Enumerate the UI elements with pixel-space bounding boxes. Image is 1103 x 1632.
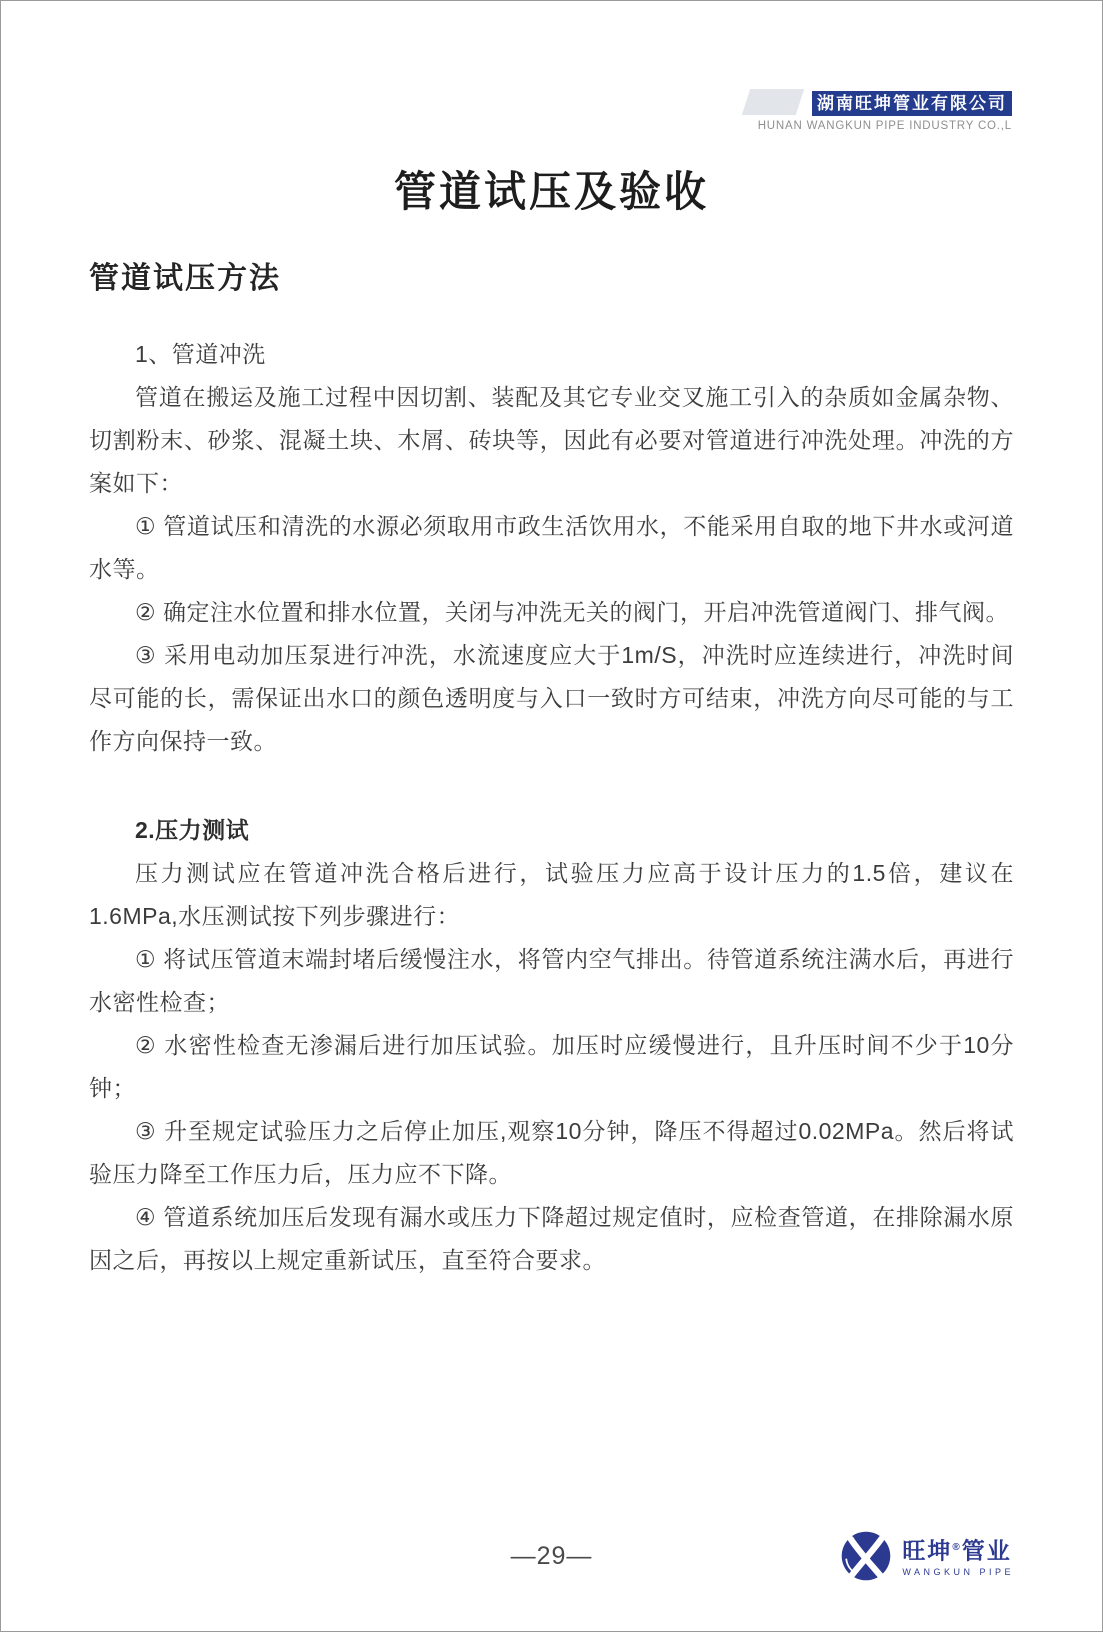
subsection-1-intro: 管道在搬运及施工过程中因切割、装配及其它专业交叉施工引入的杂质如金属杂物、切割粉末、砂浆、混凝土块、木屑、砖块等，因此有必要对管道进行冲洗处理。冲洗的方案如下： bbox=[89, 384, 1014, 496]
page-title: 管道试压及验收 bbox=[393, 168, 709, 215]
subsection-1-heading: 1、管道冲洗 bbox=[135, 341, 266, 367]
subsection-2-item-3: ③ 升至规定试验压力之后停止加压,观察10分钟，降压不得超过0.02MPa。然后将试验压力降至工作压力后，压力应不下降。 bbox=[89, 1118, 1014, 1187]
document-body bbox=[89, 333, 1014, 1282]
section-heading: 管道试压方法 bbox=[89, 262, 281, 295]
page-number: —29— bbox=[510, 1542, 593, 1570]
header-accent-shape bbox=[742, 89, 804, 115]
footer-logo-name-en: WANGKUN PIPE bbox=[902, 1566, 1014, 1577]
subsection-1-item-2: ② 确定注水位置和排水位置，关闭与冲洗无关的阀门，开启冲洗管道阀门、排气阀。 bbox=[135, 599, 1010, 625]
wangkun-logo-icon bbox=[839, 1529, 893, 1583]
subsection-1-item-3: ③ 采用电动加压泵进行冲洗，水流速度应大于1m/S，冲洗时应连续进行，冲洗时间尽可能的长，需保证出水口的颜色透明度与入口一致时方可结束，冲洗方向尽可能的与工作方向保持一致。 bbox=[89, 642, 1014, 754]
company-name-zh: 湖南旺坤管业有限公司 bbox=[817, 94, 1007, 113]
subsection-1-item-1: ① 管道试压和清洗的水源必须取用市政生活饮用水，不能采用自取的地下井水或河道水等。 bbox=[89, 513, 1014, 582]
footer-logo-text bbox=[902, 1535, 1014, 1577]
subsection-2-item-4: ④ 管道系统加压后发现有漏水或压力下降超过规定值时，应检查管道，在排除漏水原因之后，再按以上规定重新试压，直至符合要求。 bbox=[89, 1204, 1014, 1273]
subsection-2-item-1: ① 将试压管道末端封堵后缓慢注水，将管内空气排出。待管道系统注满水后，再进行水密性检查； bbox=[89, 946, 1014, 1015]
subsection-2-heading: 2.压力测试 bbox=[135, 817, 250, 843]
logo-zh-right: 管业 bbox=[961, 1537, 1012, 1564]
footer-logo-name-zh bbox=[902, 1535, 1011, 1564]
company-name-en: HUNAN WANGKUN PIPE INDUSTRY CO.,L bbox=[757, 120, 1012, 132]
subsection-2-intro: 压力测试应在管道冲洗合格后进行，试验压力应高于设计压力的1.5倍，建议在1.6MPa,水压测试按下列步骤进行： bbox=[89, 860, 1014, 929]
company-badge bbox=[812, 91, 1012, 116]
subsection-2-item-2: ② 水密性检查无渗漏后进行加压试验。加压时应缓慢进行，且升压时间不少于10分钟； bbox=[89, 1032, 1014, 1101]
registered-mark: ® bbox=[952, 1542, 962, 1554]
logo-zh-left: 旺坤 bbox=[902, 1537, 953, 1564]
footer-logo bbox=[839, 1529, 1014, 1583]
